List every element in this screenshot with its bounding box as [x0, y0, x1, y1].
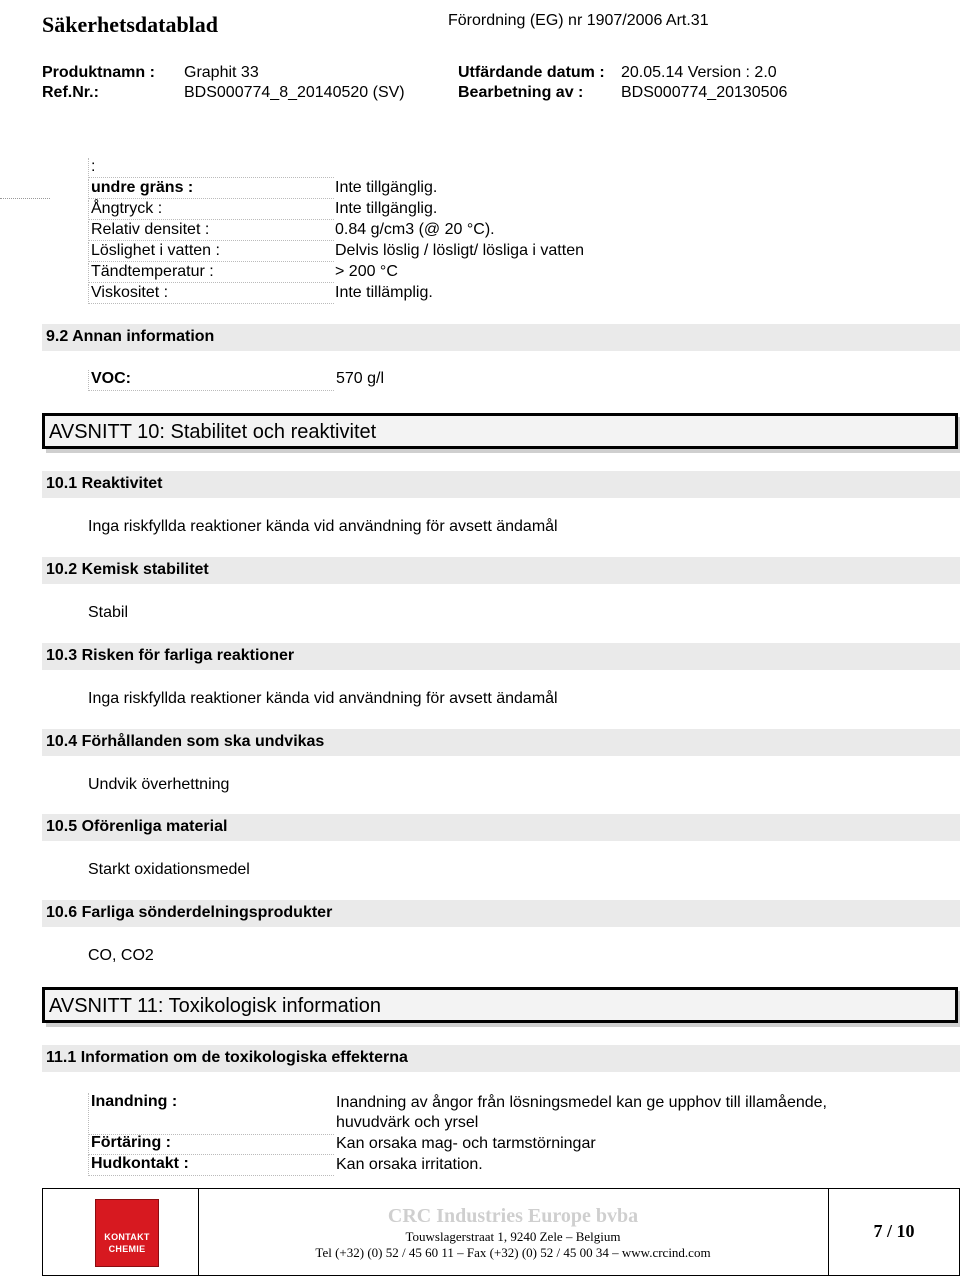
logo-text: KONTAKT	[104, 1232, 150, 1242]
tox-label-skin: Hudkontakt :	[88, 1155, 334, 1176]
property-label: :	[88, 158, 334, 178]
voc-value: 570 g/l	[336, 370, 385, 387]
subsection-10-4	[42, 729, 960, 756]
subsection-title: 10.3 Risken för farliga reaktioner	[46, 647, 295, 664]
subsection-title: 10.2 Kemisk stabilitet	[46, 561, 209, 578]
page-number: 7 / 10	[873, 1221, 915, 1241]
company-name: CRC Industries Europe bvba	[387, 1205, 639, 1227]
subsection-title: 10.4 Förhållanden som ska undvikas	[46, 733, 325, 750]
subsection-title: 11.1 Information om de toxikologiska effekterna	[46, 1049, 408, 1066]
ref-number-label: Ref.Nr.:	[42, 84, 99, 101]
kontakt-chemie-logo	[95, 1199, 159, 1267]
subsection-title: 9.2 Annan information	[46, 328, 215, 345]
tox-value-inhalation: Inandning av ångor från lösningsmedel kan ge upphov till illamående, huvudvärk och yrsel	[336, 1094, 827, 1131]
subsection-10-3	[42, 643, 960, 670]
product-name-label: Produktnamn :	[42, 64, 155, 81]
tox-label-ingestion: Förtäring :	[88, 1134, 334, 1155]
subsection-text: Undvik överhettning	[88, 776, 230, 793]
issue-date-value: 20.05.14 Version : 2.0	[621, 64, 777, 81]
property-label: Tändtemperatur :	[88, 263, 334, 283]
property-value: Inte tillgänglig.	[335, 179, 438, 196]
property-label: undre gräns :	[88, 179, 334, 199]
revision-label: Bearbetning av :	[458, 84, 584, 101]
subsection-title: 10.6 Farliga sönderdelningsprodukter	[46, 904, 333, 921]
subsection-text: Starkt oxidationsmedel	[88, 861, 250, 878]
subsection-title: 10.1 Reaktivitet	[46, 475, 163, 492]
property-label: Ångtryck :	[88, 200, 334, 220]
logo-cell	[43, 1189, 199, 1275]
section-11-header	[42, 987, 958, 1023]
section-title: AVSNITT 10: Stabilitet och reaktivitet	[49, 421, 377, 443]
company-address: Touwslagerstraat 1, 9240 Zele – Belgium	[405, 1229, 621, 1244]
tox-label-inhalation: Inandning :	[88, 1093, 334, 1135]
page-footer	[42, 1188, 960, 1276]
property-value: Inte tillämplig.	[335, 284, 433, 301]
subsection-10-6	[42, 900, 960, 927]
property-label: Viskositet :	[88, 284, 334, 304]
subsection-title: 10.5 Oförenliga material	[46, 818, 228, 835]
section-title: AVSNITT 11: Toxikologisk information	[49, 995, 381, 1017]
dotted-marker	[0, 198, 50, 199]
property-label: Löslighet i vatten :	[88, 242, 334, 262]
property-value: Inte tillgänglig.	[335, 200, 438, 217]
property-value: Delvis löslig / lösligt/ lösliga i vatten	[335, 242, 584, 259]
ref-number-value: BDS000774_8_20140520 (SV)	[184, 84, 405, 101]
subsection-text: Stabil	[88, 604, 129, 621]
property-label: Relativ densitet :	[88, 221, 334, 241]
tox-value-skin: Kan orsaka irritation.	[336, 1156, 483, 1173]
subsection-10-1	[42, 471, 960, 498]
subsection-10-2	[42, 557, 960, 584]
voc-label: VOC:	[88, 370, 334, 391]
property-value: 0.84 g/cm3 (@ 20 °C).	[335, 221, 495, 238]
issue-date-label: Utfärdande datum :	[458, 64, 605, 81]
subsection-text: Inga riskfyllda reaktioner kända vid användning för avsett ändamål	[88, 690, 558, 707]
tox-value-ingestion: Kan orsaka mag- och tarmstörningar	[336, 1135, 596, 1152]
company-contact: Tel (+32) (0) 52 / 45 60 11 – Fax (+32) (0) 52 / 45 00 34 – www.crcind.com	[315, 1245, 711, 1260]
logo-text: CHEMIE	[108, 1244, 146, 1254]
subsection-10-5	[42, 814, 960, 841]
section-10-header	[42, 413, 958, 449]
document-title: Säkerhetsdatablad	[42, 12, 219, 37]
subsection-text: CO, CO2	[88, 947, 154, 964]
subsection-9-2	[42, 324, 960, 351]
revision-value: BDS000774_20130506	[621, 84, 788, 101]
property-value: > 200 °C	[335, 263, 398, 280]
subsection-11-1	[42, 1045, 960, 1072]
regulation-reference: Förordning (EG) nr 1907/2006 Art.31	[448, 12, 709, 29]
page-cell	[828, 1189, 959, 1275]
product-name-value: Graphit 33	[184, 64, 259, 81]
subsection-text: Inga riskfyllda reaktioner kända vid användning för avsett ändamål	[88, 518, 558, 535]
